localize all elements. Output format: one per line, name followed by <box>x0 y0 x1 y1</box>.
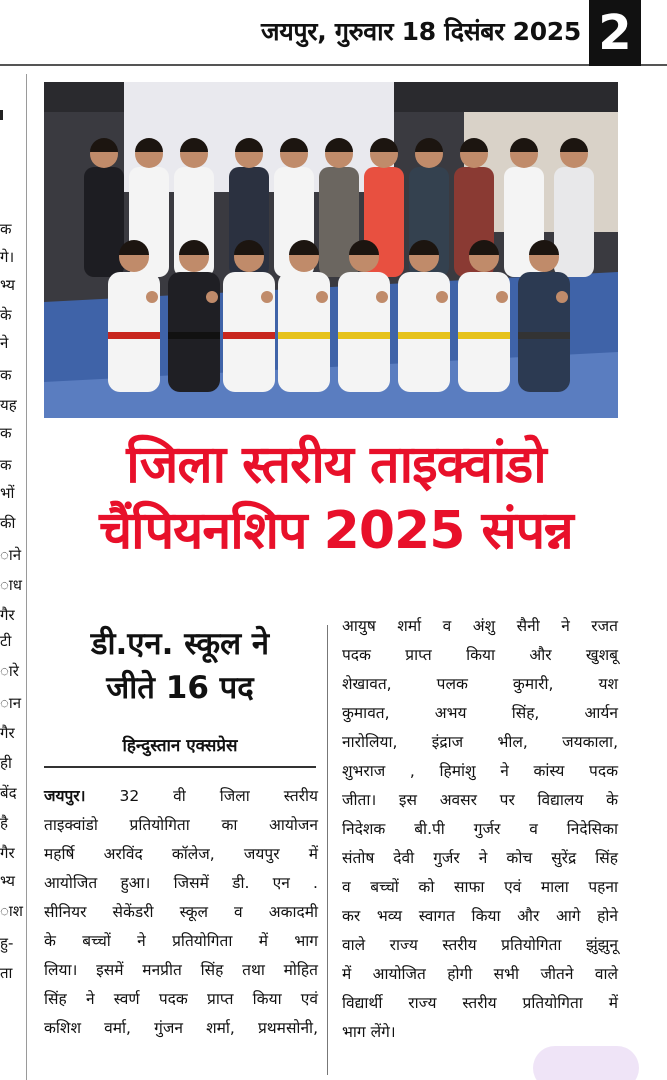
photo-athlete-belt <box>278 332 330 339</box>
headline-line-2: चैंपियनशिप 2025 संपन्न <box>99 501 573 561</box>
subheadline <box>44 622 316 710</box>
article-line: आयुष शर्मा व अंशु सैनी ने रजत <box>342 617 618 635</box>
article-line: के बच्चों ने प्रतियोगिता में भाग <box>44 932 318 950</box>
headline <box>36 432 636 564</box>
article-line: सीनियर सेकेंडरी स्कूल व अकादमी <box>44 903 318 921</box>
adjacent-fragment: ान <box>0 694 22 712</box>
column-divider <box>327 625 328 1075</box>
article-column-1 <box>44 782 318 1043</box>
adjacent-fragment: है <box>0 814 8 832</box>
article-line: पदक प्राप्त किया और खुशबू <box>342 646 618 664</box>
article-line <box>44 782 318 811</box>
adjacent-fragment: के <box>0 306 12 324</box>
adjacent-fragment: गैर <box>0 606 15 624</box>
article-line: कुमावत, अभय सिंह, आर्यन <box>342 704 618 722</box>
photo-person-body <box>84 167 124 277</box>
article-line: लिया। इसमें मनप्रीत सिंह तथा मोहित <box>44 961 318 979</box>
photo-athlete-fist <box>556 291 568 303</box>
photo-athlete-fist <box>261 291 273 303</box>
article-line: ताइक्वांडो प्रतियोगिता का आयोजन <box>44 816 318 834</box>
article-line: कर भव्य स्वागत किया और आगे होने <box>342 907 618 925</box>
team-photo-illustration <box>44 82 618 418</box>
article-line: विद्यार्थी राज्य स्तरीय प्रतियोगिता में <box>342 994 618 1012</box>
article-line: निदेशक बी.पी गुर्जर व निदेसिका <box>342 820 618 838</box>
adjacent-fragment: ने <box>0 334 9 352</box>
photo-athlete-belt <box>108 332 160 339</box>
article-line: आयोजित हुआ। जिसमें डी. एन . <box>44 874 318 892</box>
photo-athlete-belt <box>223 332 275 339</box>
article-text: 32 वी जिला स्तरीय <box>85 787 318 805</box>
adjacent-fragment: क <box>0 366 12 384</box>
photo-athlete-fist <box>496 291 508 303</box>
subheadline-line-2: जीते 16 पद <box>106 670 254 706</box>
article-line: नारोलिया, इंद्राज भील, जयकाला, <box>342 733 618 751</box>
column-marker <box>0 110 3 120</box>
byline: हिन्दुस्तान एक्सप्रेस <box>122 736 238 756</box>
subheadline-line-1: डी.एन. स्कूल ने <box>90 626 270 662</box>
photo-athlete-belt <box>168 332 220 339</box>
adjacent-column-fragments <box>0 70 24 1080</box>
article-line: महर्षि अरविंद कॉलेज, जयपुर में <box>44 845 318 863</box>
article-line: शुभराज , हिमांशु ने कांस्य पदक <box>342 762 618 780</box>
overlay-bubble <box>533 1046 639 1080</box>
photo-athlete-belt <box>338 332 390 339</box>
article-dateline-city: जयपुर। <box>44 787 86 805</box>
article-column-2 <box>342 612 618 1047</box>
article-line: व बच्चों को साफा एवं माला पहना <box>342 878 618 896</box>
adjacent-fragment: बेंद <box>0 784 17 802</box>
article-line: भाग लेंगे। <box>342 1023 396 1041</box>
article-line: जीता। इस अवसर पर विद्यालय के <box>342 791 618 809</box>
photo-athlete-fist <box>206 291 218 303</box>
page-masthead <box>0 0 667 66</box>
adjacent-fragment: यह <box>0 396 17 414</box>
photo-athlete-belt <box>398 332 450 339</box>
byline-rule <box>44 766 316 768</box>
adjacent-fragment: हु- <box>0 934 14 952</box>
dateline: जयपुर, गुरुवार 18 दिसंबर 2025 <box>260 17 581 46</box>
photo-athlete-fist <box>436 291 448 303</box>
article-line: शेखावत, पलक कुमारी, यश <box>342 675 618 693</box>
headline-line-1: जिला स्तरीय ताइक्वांडो <box>126 435 546 495</box>
article-line: सिंह ने स्वर्ण पदक प्राप्त किया एवं <box>44 990 318 1008</box>
article-line: कशिश वर्मा, गुंजन शर्मा, प्रथमसोनी, <box>44 1019 318 1037</box>
adjacent-fragment: ारे <box>0 662 19 680</box>
adjacent-fragment: गैर <box>0 844 15 862</box>
adjacent-fragment: भ्य <box>0 872 15 890</box>
photo-athlete-fist <box>146 291 158 303</box>
adjacent-fragment: ही <box>0 754 12 772</box>
adjacent-fragment: ता <box>0 964 13 982</box>
adjacent-fragment: की <box>0 514 16 532</box>
column-rule <box>26 74 27 1080</box>
adjacent-fragment: ाध <box>0 576 23 594</box>
photo-athlete-belt <box>518 332 570 339</box>
adjacent-fragment: गैर <box>0 724 15 742</box>
article-line: संतोष देवी गुर्जर ने कोच सुरेंद्र सिंह <box>342 849 618 867</box>
adjacent-fragment: गे। <box>0 248 15 266</box>
photo-athlete-fist <box>376 291 388 303</box>
article-line: में आयोजित होगी सभी जीतने वाले <box>342 965 618 983</box>
photo-person-body <box>554 167 594 277</box>
article-line: वाले राज्य स्तरीय प्रतियोगिता झुंझुनू <box>342 936 618 954</box>
adjacent-fragment: क <box>0 220 12 238</box>
adjacent-fragment: क <box>0 424 12 442</box>
adjacent-fragment: ाश <box>0 902 23 920</box>
photo-athlete-fist <box>316 291 328 303</box>
page-number: 2 <box>589 0 641 66</box>
adjacent-fragment: टी <box>0 632 12 650</box>
team-photo <box>44 82 618 418</box>
adjacent-fragment: ाने <box>0 546 22 564</box>
adjacent-fragment: क <box>0 456 12 474</box>
photo-athlete-belt <box>458 332 510 339</box>
adjacent-fragment: भों <box>0 484 15 502</box>
adjacent-fragment: भ्य <box>0 276 15 294</box>
